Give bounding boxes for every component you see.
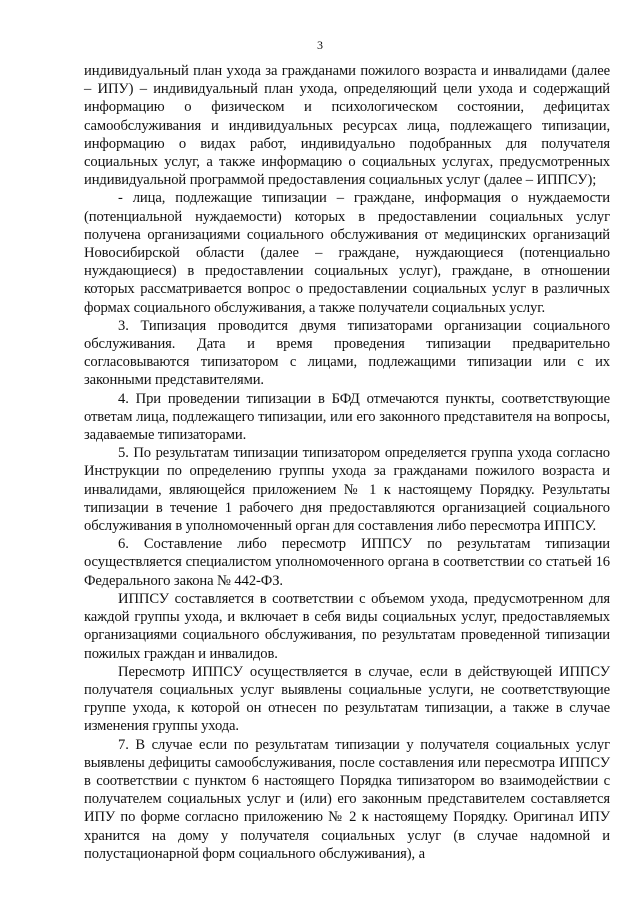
paragraph-item-6: 6. Составление либо пересмотр ИППСУ по результатам типизации осуществляется специалистом уполномоченного органа в соответствии со статьей 16 Федерального закона № 442-ФЗ. [84,536,610,589]
paragraph-item-7: 7. В случае если по результатам типизации у получателя социальных услуг выявлены дефициты самообслуживания, после составления или пересмотра ИППСУ в соответствии с пунктом 6 настоящего Порядка типизатором во взаимодействии с получателем социальных услуг и (или) его законным представителем составляется ИПУ по форме согласно приложению № 2 к настоящему Порядку. Оригинал ИПУ хранится на дому у получателя социальных услуг (в случае надомной и полустационарной форм социального обслуживания), а [84,736,610,862]
paragraph-item-4: 4. При проведении типизации в БФД отмечаются пункты, соответствующие ответам лица, подлежащего типизации, или его законного представителя на вопросы, задаваемые типизаторами. [84,390,610,444]
paragraph-item-3: 3. Типизация проводится двумя типизаторами организации социального обслуживания. Дата и время проведения типизации предварительно согласовываются типизатором с лицами, подлежащими типизации или с их законными представителями. [84,317,610,389]
paragraph-persons-subject-to-typing: - лица, подлежащие типизации – граждане, информация о нуждаемости (потенциальной нуждаемости) которых в предоставлении социальных услуг получена организациями социального обслуживания от медицинских организаций Новосибирской области (далее – граждане, нуждающиеся (потенциально нуждающиеся) в предоставлении социальных услуг), граждане, в отношении которых рассматривается вопрос о предоставлении социальных услуг в различных формах социального обслуживания, а также получатели социальных услуг. [84,190,610,316]
page-number: 3 [317,38,323,52]
paragraph-ipu-definition: индивидуальный план ухода за гражданами пожилого возраста и инвалидами (далее – ИПУ) – индивидуальный план ухода, определяющий цели ухода и содержащий информацию о физическом и психологическом состоянии, дефицитах самообслуживания и индивидуальных ресурсах лица, подлежащего типизации, информацию о видах работ, индивидуально подобранных для получателя социальных услуг, а также информацию о социальных услугах, предусмотренных индивидуальной программой предоставления социальных услуг (далее – ИППСУ); [84,63,610,189]
paragraph-item-5: 5. По результатам типизации типизатором определяется группа ухода согласно Инструкции по определению группы ухода за гражданами пожилого возраста и инвалидами, являющейся приложением № 1 к настоящему Порядку. Результаты типизации в течение 1 рабочего дня предоставляются организацией социального обслуживания в уполномоченный орган для составления либо пересмотра ИППСУ. [84,445,610,535]
document-body [84,62,610,863]
paragraph-ippsu-revision: Пересмотр ИППСУ осуществляется в случае, если в действующей ИППСУ получателя социальных услуг выявлены социальные услуги, не соответствующие группе ухода, к которой он отнесен по результатам типизации, а также в случае изменения группы ухода. [84,663,610,735]
paragraph-ippsu-composition: ИППСУ составляется в соответствии с объемом ухода, предусмотренном для каждой группы ухода, и включает в себя виды социальных услуг, предоставляемых организациями социального обслуживания, по результатам проведенной типизации пожилых граждан и инвалидов. [84,590,610,662]
